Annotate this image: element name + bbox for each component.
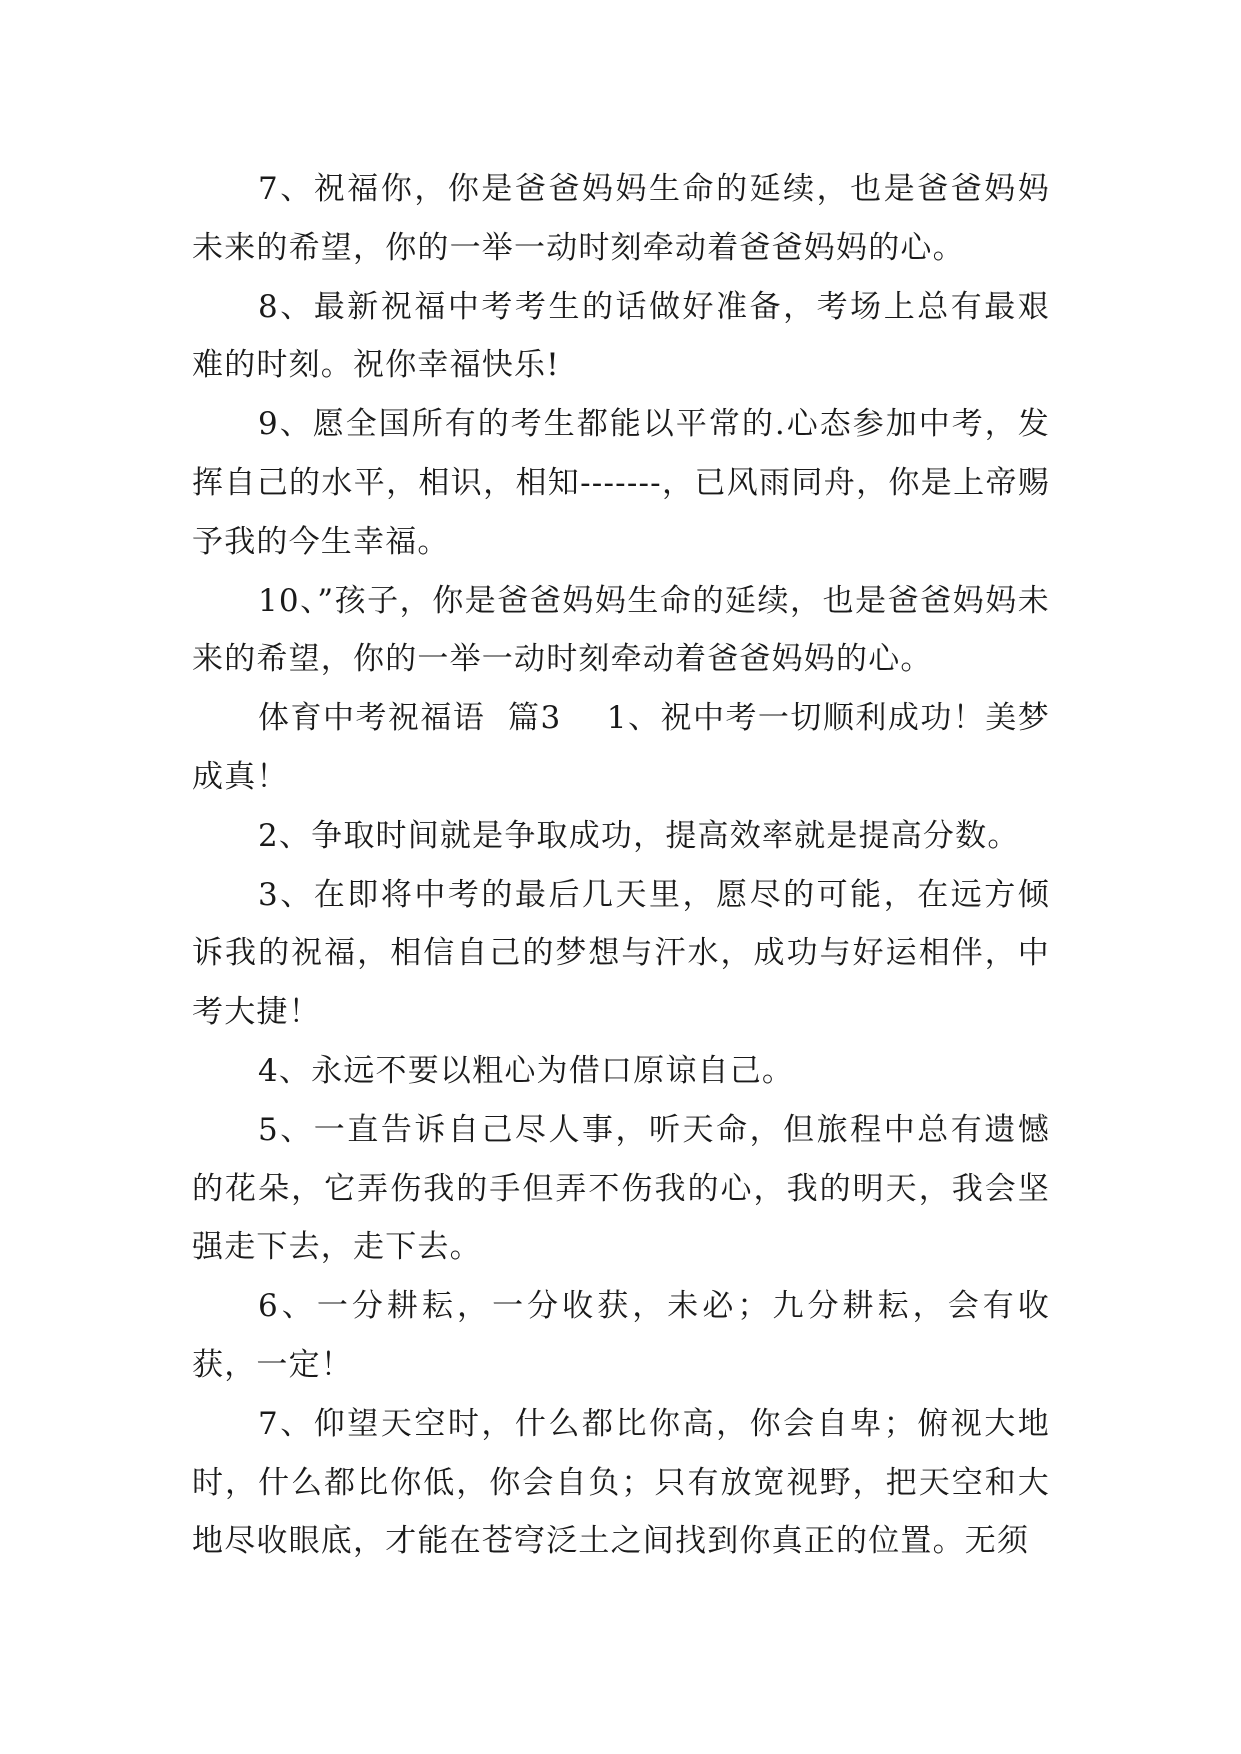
paragraph-blessing-8: 8、最新祝福中考考生的话做好准备，考场上总有最艰难的时刻。祝你幸福快乐! (192, 288, 1050, 384)
paragraph-blessing-9: 9、愿全国所有的考生都能以平常的.心态参加中考，发挥自己的水平，相识，相知-------，已风雨同舟，你是上帝赐予我的今生幸福。 (192, 406, 1050, 560)
paragraph-section-3-item-7: 7、仰望天空时，什么都比你高，你会自卑；俯视大地时，什么都比你低，你会自负；只有放宽视野，把天空和大地尽收眼底，才能在苍穹泛土之间找到你真正的位置。无须 (192, 1405, 1050, 1560)
paragraph-section-3-item-3: 3、在即将中考的最后几天里，愿尽的可能，在远方倾诉我的祝福，相信自己的梦想与汗水，成功与好运相伴，中考大捷！ (192, 876, 1050, 1031)
paragraph-blessing-7: 7、祝福你，你是爸爸妈妈生命的延续，也是爸爸妈妈未来的希望，你的一举一动时刻牵动着爸爸妈妈的心。 (192, 171, 1050, 266)
paragraph-section-3-item-5: 5、一直告诉自己尽人事，听天命，但旅程中总有遗憾的花朵，它弄伤我的手但弄不伤我的心，我的明天，我会坚强走下去，走下去。 (192, 1111, 1050, 1266)
paragraph-section-3-item-6: 6、一分耕耘，一分收获，未必；九分耕耘，会有收获，一定！ (192, 1288, 1050, 1383)
paragraph-section-3-item-2: 2、争取时间就是争取成功，提高效率就是提高分数。 (258, 817, 1020, 854)
document-body (192, 160, 1050, 1571)
paragraph-section-3-item-4: 4、永远不要以粗心为借口原谅自己。 (258, 1052, 795, 1089)
paragraph-section-3-heading: 体育中考祝福语 篇3 1、祝中考一切顺利成功！美梦成真！ (192, 700, 1050, 795)
paragraph-blessing-10: 10、”孩子，你是爸爸妈妈生命的延续，也是爸爸妈妈未来的希望，你的一举一动时刻牵动着爸爸妈妈的心。 (192, 582, 1050, 678)
